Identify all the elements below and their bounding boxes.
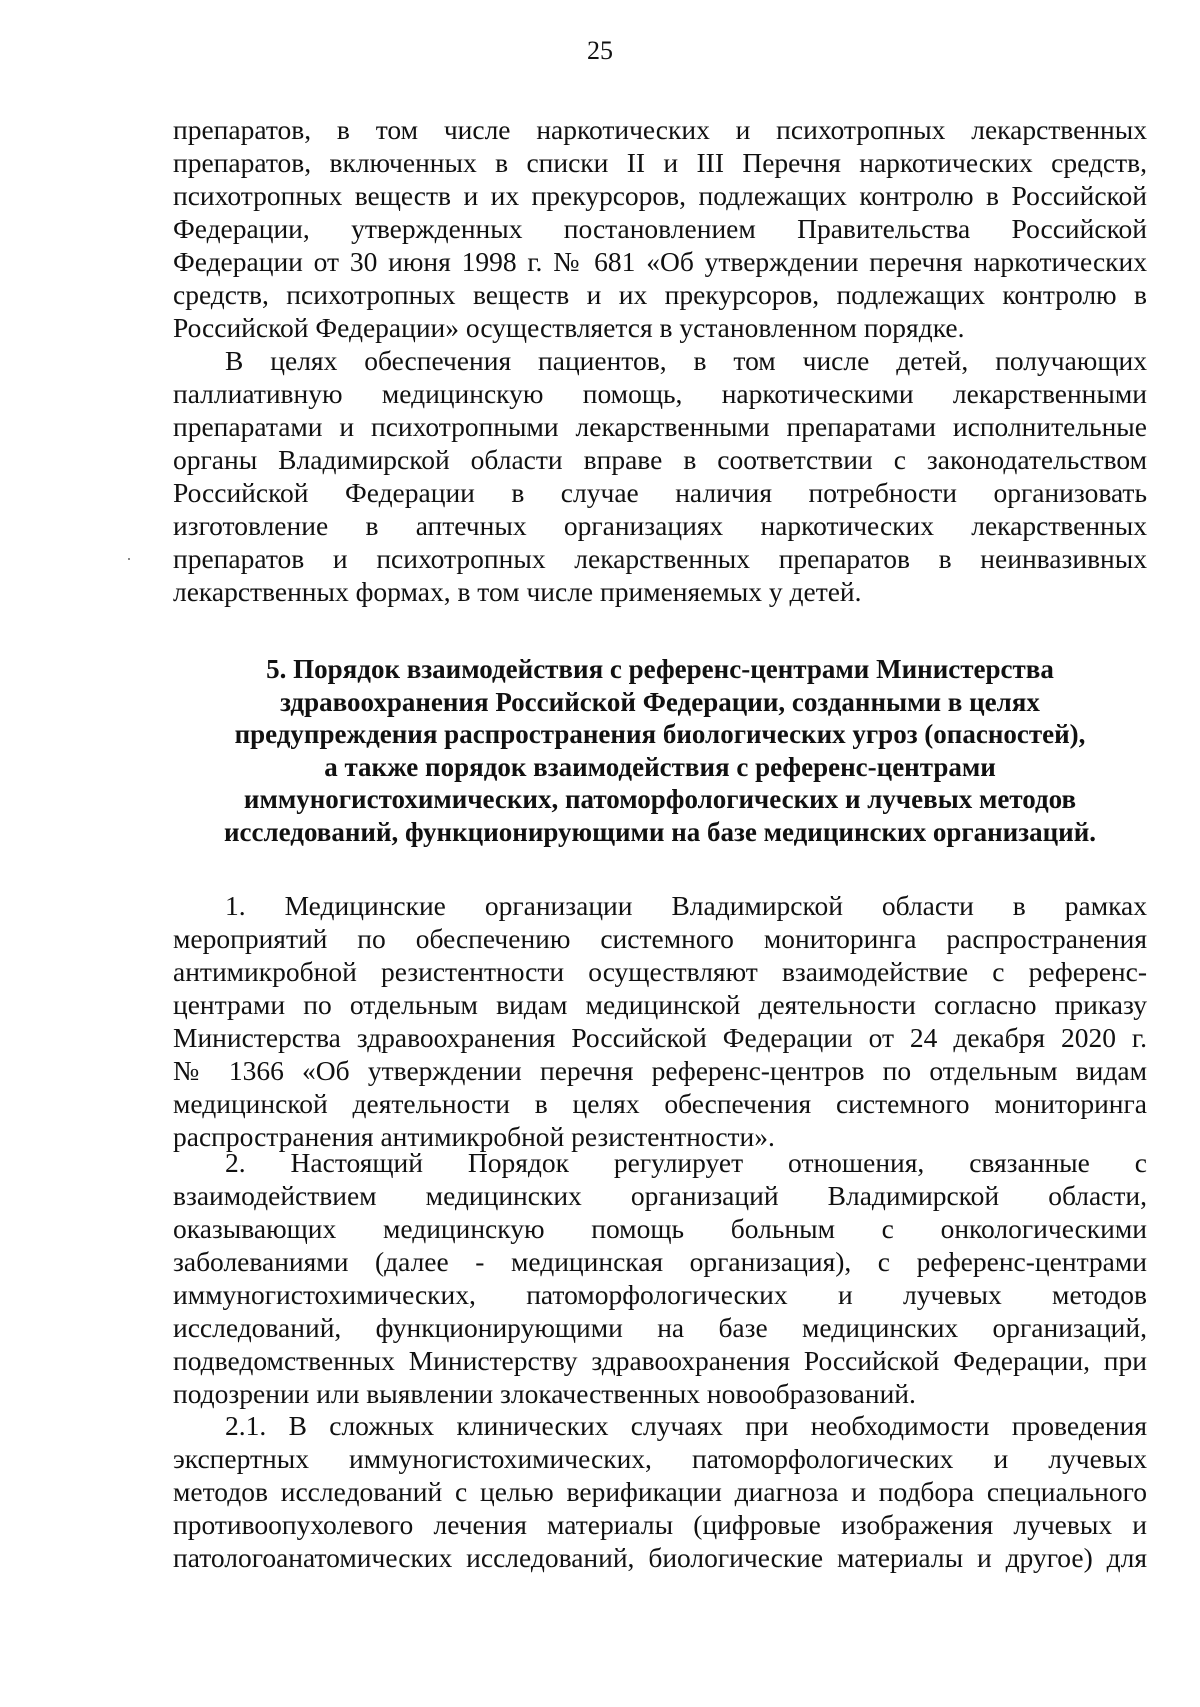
text-line: мероприятий по обеспечению системного мониторинга распространения — [173, 923, 1147, 954]
paragraph-item-1 — [173, 889, 1147, 1153]
text-line: иммуногистохимических, патоморфологических и лучевых методов — [173, 1279, 1147, 1310]
text-line: препаратов, в том числе наркотических и психотропных лекарственных — [173, 114, 1147, 145]
text-line: 2. Настоящий Порядок регулирует отношения, связанные с — [225, 1147, 1147, 1178]
text-line: распространения антимикробной резистентности». — [173, 1121, 775, 1152]
text-line: методов исследований с целью верификации диагноза и подбора специального — [173, 1476, 1147, 1507]
text-line: Министерства здравоохранения Российской Федерации от 24 декабря 2020 г. — [173, 1022, 1147, 1053]
text-line: № 1366 «Об утверждении перечня референс-центров по отдельным видам — [173, 1055, 1147, 1086]
paragraph-continuation — [173, 113, 1147, 344]
heading-line: здравоохранения Российской Федерации, созданными в целях — [280, 686, 1040, 717]
scan-speck — [128, 558, 130, 560]
text-line: заболеваниями (далее - медицинская организация), с референс-центрами — [173, 1246, 1147, 1277]
text-line: подведомственных Министерству здравоохранения Российской Федерации, при — [173, 1345, 1147, 1376]
text-line: Федерации, утвержденных постановлением Правительства Российской — [173, 213, 1147, 244]
text-line: В целях обеспечения пациентов, в том числе детей, получающих — [225, 345, 1147, 376]
section-heading — [173, 653, 1147, 848]
text-line: антимикробной резистентности осуществляют взаимодействие с референс- — [173, 956, 1147, 987]
text-line: паллиативную медицинскую помощь, наркотическими лекарственными — [173, 378, 1147, 409]
text-line: Российской Федерации в случае наличия потребности организовать — [173, 477, 1147, 508]
heading-line: предупреждения распространения биологических угроз (опасностей), — [234, 719, 1086, 749]
text-line: патологоанатомических исследований, биологические материалы и другое) для — [173, 1542, 1147, 1573]
text-line: 1. Медицинские организации Владимирской области в рамках — [225, 890, 1147, 921]
text-line: медицинской деятельности в целях обеспечения системного мониторинга — [173, 1088, 1147, 1119]
text-line: психотропных веществ и их прекурсоров, подлежащих контролю в Российской — [173, 180, 1147, 211]
page-number: 25 — [587, 36, 613, 65]
text-line: препаратов и психотропных лекарственных препаратов в неинвазивных — [173, 543, 1147, 574]
text-line: препаратов, включенных в списки II и III Перечня наркотических средств, — [173, 147, 1147, 178]
text-line: центрами по отдельным видам медицинской деятельности согласно приказу — [173, 989, 1147, 1020]
text-line: экспертных иммуногистохимических, патоморфологических и лучевых — [173, 1443, 1147, 1474]
text-line: оказывающих медицинскую помощь больным с онкологическими — [173, 1213, 1147, 1244]
text-line: Российской Федерации» осуществляется в установленном порядке. — [173, 312, 965, 343]
text-line: Федерации от 30 июня 1998 г. № 681 «Об утверждении перечня наркотических — [173, 246, 1147, 277]
text-line: противоопухолевого лечения материалы (цифровые изображения лучевых и — [173, 1509, 1147, 1540]
heading-line: 5. Порядок взаимодействия с референс-центрами Министерства — [266, 654, 1054, 684]
heading-line: а также порядок взаимодействия с референс-центрами — [324, 751, 996, 782]
text-line: 2.1. В сложных клинических случаях при необходимости проведения — [225, 1410, 1147, 1441]
heading-line: исследований, функционирующими на базе медицинских организаций. — [223, 816, 1097, 847]
heading-line: иммуногистохимических, патоморфологических и лучевых методов — [243, 784, 1077, 814]
text-line: органы Владимирской области вправе в соответствии с законодательством — [173, 444, 1147, 475]
text-line: препаратами и психотропными лекарственными препаратами исполнительные — [173, 411, 1147, 442]
text-line: изготовление в аптечных организациях наркотических лекарственных — [173, 510, 1147, 541]
text-line: средств, психотропных веществ и их прекурсоров, подлежащих контролю в — [173, 279, 1147, 310]
paragraph-palliative-care — [173, 344, 1147, 608]
text-line: взаимодействием медицинских организаций Владимирской области, — [173, 1180, 1147, 1211]
text-line: лекарственных формах, в том числе применяемых у детей. — [173, 576, 862, 607]
text-line: исследований, функционирующими на базе медицинских организаций, — [173, 1312, 1147, 1343]
text-line: подозрении или выявлении злокачественных новообразований. — [173, 1378, 916, 1409]
paragraph-item-2-1 — [173, 1409, 1147, 1574]
paragraph-item-2 — [173, 1146, 1147, 1410]
